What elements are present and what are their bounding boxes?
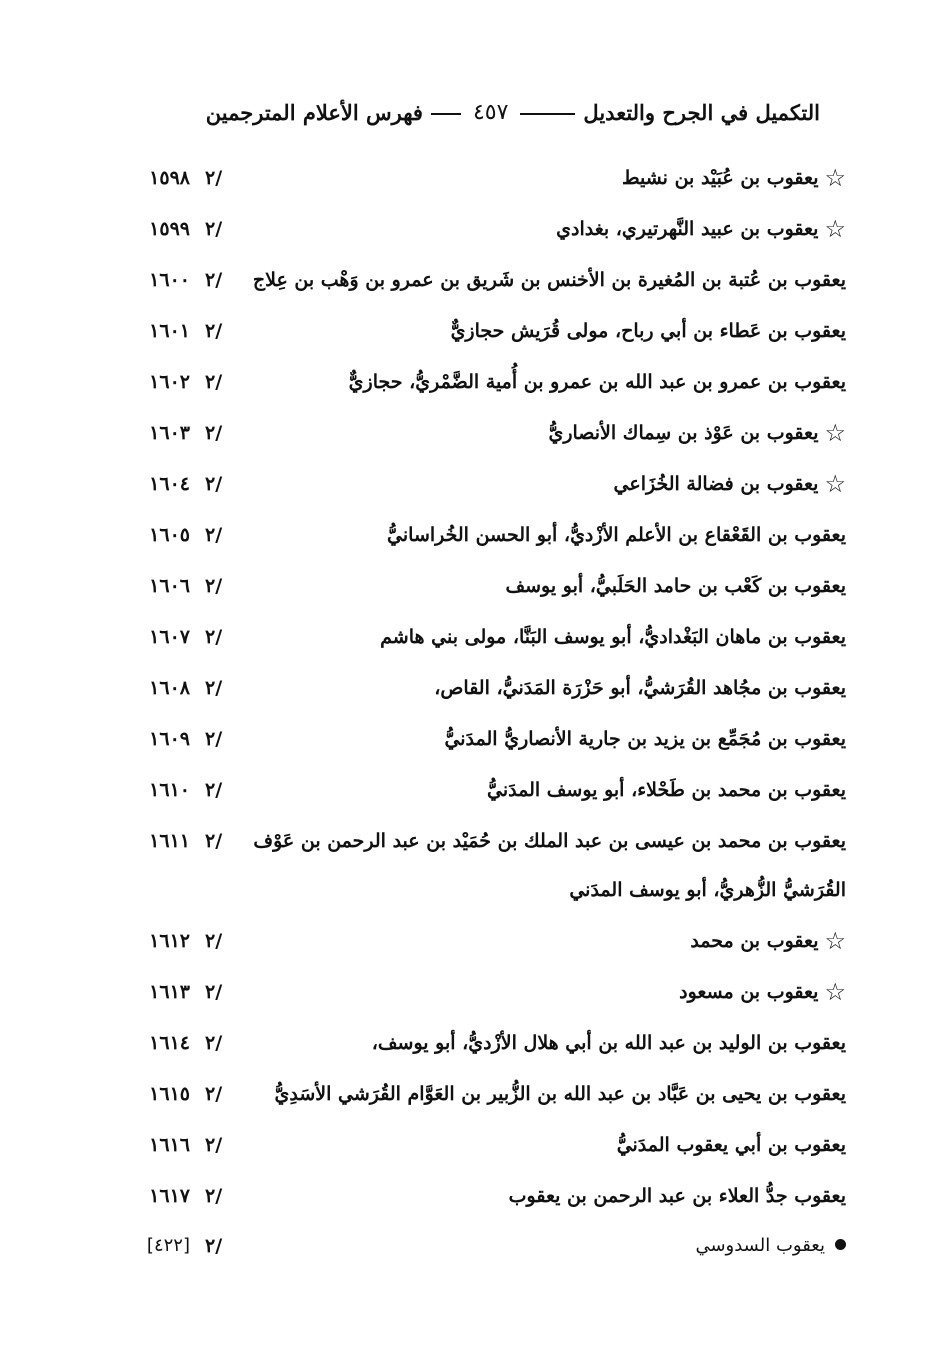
entry-volume: ٢/ xyxy=(205,218,223,240)
index-entry xyxy=(0,719,936,759)
star-icon: ☆ xyxy=(824,164,846,192)
index-entry xyxy=(0,1176,936,1216)
entry-volume: ٢/ xyxy=(205,1185,223,1207)
star-icon: ☆ xyxy=(824,978,846,1006)
entry-volume: ٢/ xyxy=(205,575,223,597)
entry-name: ☆يعقوب بن فضالة الخُزَاعي xyxy=(614,464,846,504)
entry-name: ☆يعقوب بن عبيد النَّهرتيري، بغدادي xyxy=(556,209,846,249)
entry-name: يعقوب بن كَعْب بن حامد الحَلَبيُّ، أبو يوسف xyxy=(505,575,846,597)
index-entry xyxy=(0,158,936,198)
entry-name: يعقوب بن ماهان البَغْداديُّ، أبو يوسف البَنَّا، مولى بني هاشم xyxy=(380,626,846,648)
entry-number: ١٦١٦ xyxy=(149,1134,190,1156)
entry-name: ☆يعقوب بن عُبَيْد بن نشيط xyxy=(622,158,846,198)
star-icon: ☆ xyxy=(824,419,846,447)
entry-name: يعقوب السدوسي xyxy=(695,1226,846,1266)
entry-volume: ٢/ xyxy=(205,779,223,801)
index-entry xyxy=(0,668,936,708)
entry-number: ١٦٠٤ xyxy=(149,473,190,495)
index-entry xyxy=(0,617,936,657)
entry-name: يعقوب بن محمد بن عيسى بن عبد الملك بن حُمَيْد بن عبد الرحمن بن عَوْف xyxy=(253,830,846,852)
entry-name: يعقوب بن القَعْقاع بن الأعلم الأزْديُّ، أبو الحسن الخُراسانيُّ xyxy=(387,524,846,546)
entry-volume: ٢/ xyxy=(205,728,223,750)
entry-number: [٤٢٢] xyxy=(146,1235,190,1256)
entry-volume: ٢/ xyxy=(205,626,223,648)
entry-volume: ٢/ xyxy=(205,167,223,189)
entry-number: ١٦٠١ xyxy=(149,320,190,342)
entry-number: ١٥٩٩ xyxy=(149,218,190,240)
entry-name: ☆يعقوب بن عَوْذ بن سِماك الأنصاريُّ xyxy=(548,413,846,453)
star-icon: ☆ xyxy=(824,470,846,498)
entry-number: ١٦١٤ xyxy=(149,1032,190,1054)
entry-number: ١٦٠٧ xyxy=(149,626,190,648)
entry-volume: ٢/ xyxy=(205,320,223,342)
entry-name: يعقوب بن عمرو بن عبد الله بن عمرو بن أُمية الضَّمْريُّ، حجازيٌّ xyxy=(348,371,846,393)
entry-number: ١٦٠٨ xyxy=(149,677,190,699)
bullet-icon xyxy=(835,1239,846,1250)
entry-volume: ٢/ xyxy=(205,1083,223,1105)
entry-volume: ٢/ xyxy=(205,371,223,393)
index-entry xyxy=(0,464,936,504)
entry-number: ١٦١٧ xyxy=(149,1185,190,1207)
entry-name: يعقوب بن مُجَمِّع بن يزيد بن جارية الأنصاريُّ المدَنيُّ xyxy=(444,728,846,750)
entry-number: ١٦١٢ xyxy=(149,930,190,952)
entry-name: ☆يعقوب بن محمد xyxy=(690,921,846,961)
entry-name: يعقوب بن عُتبة بن المُغيرة بن الأخنس بن شَريق بن عمرو بن وَهْب بن عِلاج xyxy=(252,269,846,291)
index-entry xyxy=(0,1074,936,1114)
entry-volume: ٢/ xyxy=(205,422,223,444)
index-entry xyxy=(0,1023,936,1063)
index-entry xyxy=(0,260,936,300)
index-entry xyxy=(0,515,936,555)
entry-number: ١٦١١ xyxy=(149,830,190,852)
index-entry xyxy=(0,362,936,402)
index-entry xyxy=(0,921,936,961)
index-entry xyxy=(0,972,936,1012)
entry-name: يعقوب بن أبي يعقوب المدَنيُّ xyxy=(616,1134,846,1156)
index-entry xyxy=(0,821,936,861)
index-entry xyxy=(0,770,936,810)
star-icon: ☆ xyxy=(824,927,846,955)
entry-number: ١٦١٥ xyxy=(149,1083,190,1105)
entry-number: ١٥٩٨ xyxy=(149,167,190,189)
entry-volume: ٢/ xyxy=(205,1032,223,1054)
entry-volume: ٢/ xyxy=(205,1134,223,1156)
index-entry xyxy=(0,1226,936,1266)
entry-name: يعقوب بن الوليد بن عبد الله بن أبي هلال الأزْديُّ، أبو يوسف، xyxy=(371,1032,846,1054)
index-entry xyxy=(0,413,936,453)
entry-number: ١٦٠٣ xyxy=(149,422,190,444)
page-number: ٤٥٧ xyxy=(472,99,509,125)
entry-name: يعقوب بن يحيى بن عَبَّاد بن عبد الله بن الزُّبير بن العَوَّام القُرَشي الأسَدِيُّ xyxy=(274,1083,846,1105)
book-title: التكميل في الجرح والتعديل xyxy=(583,99,820,125)
entry-name: ☆يعقوب بن مسعود xyxy=(679,972,846,1012)
index-entry xyxy=(0,1125,936,1165)
entry-volume: ٢/ xyxy=(205,524,223,546)
entry-number: ١٦٠٥ xyxy=(149,524,190,546)
entry-name: يعقوب بن محمد بن طَحْلاء، أبو يوسف المدَنيُّ xyxy=(487,779,846,801)
star-icon: ☆ xyxy=(824,215,846,243)
entry-number: ١٦٠٠ xyxy=(149,269,190,291)
entry-name: يعقوب جدُّ العلاء بن عبد الرحمن بن يعقوب xyxy=(508,1185,846,1207)
entry-volume: ٢/ xyxy=(205,830,223,852)
entry-name-continued: القُرَشيُّ الزُّهريُّ، أبو يوسف المدَني xyxy=(569,879,846,901)
index-entry xyxy=(0,311,936,351)
index-entry xyxy=(0,209,936,249)
entry-name: يعقوب بن عَطاء بن أبي رباح، مولى قُرَيش حجازيٌّ xyxy=(450,320,846,342)
entry-volume: ٢/ xyxy=(205,269,223,291)
entry-number: ١٦١٠ xyxy=(149,779,190,801)
entry-number: ١٦٠٢ xyxy=(149,371,190,393)
entry-volume: ٢/ xyxy=(205,1235,223,1257)
entry-volume: ٢/ xyxy=(205,473,223,495)
entry-number: ١٦٠٦ xyxy=(149,575,190,597)
entry-name: يعقوب بن مجُاهد القُرَشيُّ، أبو حَزْرَة المَدَنيُّ، القاص، xyxy=(434,677,846,699)
index-entry-continuation xyxy=(0,870,936,910)
entry-number: ١٦١٣ xyxy=(149,981,190,1003)
entry-number: ١٦٠٩ xyxy=(149,728,190,750)
entry-volume: ٢/ xyxy=(205,677,223,699)
entry-volume: ٢/ xyxy=(205,930,223,952)
index-entry xyxy=(0,566,936,606)
entry-volume: ٢/ xyxy=(205,981,223,1003)
section-title: فهرس الأعلام المترجمين xyxy=(205,99,423,125)
